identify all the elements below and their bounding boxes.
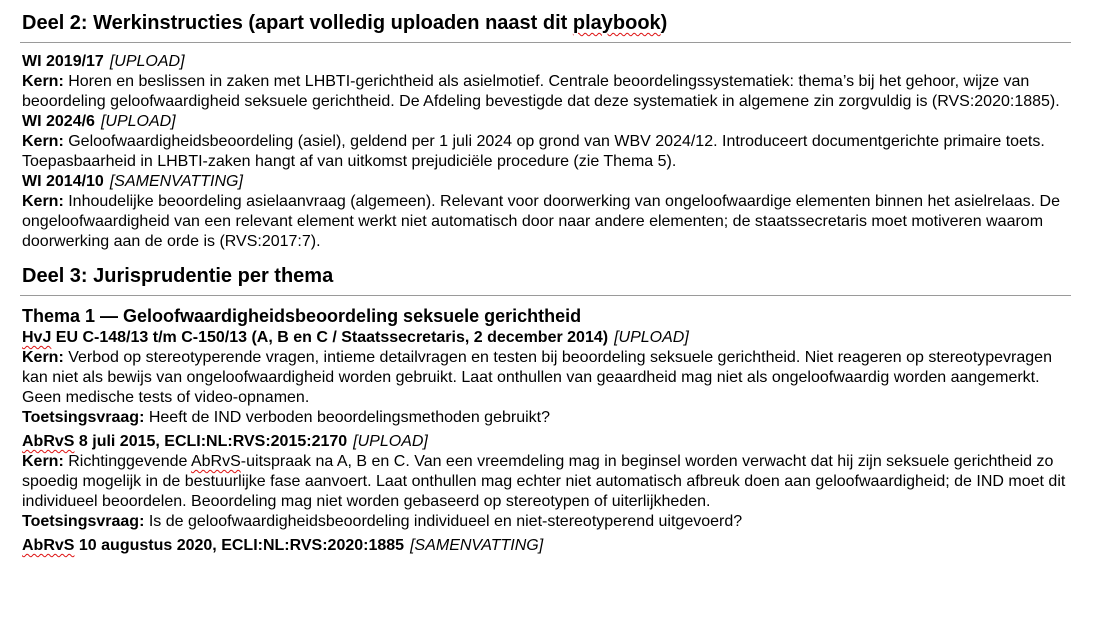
kern-text: Verbod op stereotyperende vragen, intieme detailvragen en testen bij beoordeling seksuele gerichtheid. Niet reageren op stereotypevragen kan niet als bewijs van ongeloofwaardigheid worden gebruikt. Laat onthullen van geaardheid mag niet als ongeloofwaardig worden aangemerkt. Geen medische tests of video-opnamen. bbox=[22, 349, 1052, 406]
case-title-text: 8 juli 2015, ECLI:NL:RVS:2015:2170 bbox=[74, 433, 348, 450]
kern-text: Horen en beslissen in zaken met LHBTI-gerichtheid als asielmotief. Centrale beoordelingssystematiek: thema’s bij het gehoor, wijze van beoordeling geloofwaardigheid seksuele gerichtheid. De Afdeling bevestigde dat deze systematiek in algemene zin zorgvuldig is (RVS:2020:1885). bbox=[22, 73, 1060, 110]
section-divider bbox=[20, 295, 1071, 296]
question-text: Heeft de IND verboden beoordelingsmethoden gebruikt? bbox=[144, 409, 550, 426]
case-kern bbox=[22, 348, 1077, 408]
case-entry bbox=[22, 328, 1113, 428]
spellcheck-word[interactable]: AbRvS bbox=[22, 433, 75, 450]
case-tag: [UPLOAD] bbox=[614, 329, 689, 346]
question-text: Is de geloofwaardigheidsbeoordeling individueel en niet-stereotyperend uitgevoerd? bbox=[144, 513, 743, 530]
kern-label: Kern: bbox=[22, 349, 64, 366]
work-instruction-entry bbox=[22, 112, 1113, 172]
entry-kern bbox=[22, 192, 1077, 252]
kern-text: Inhoudelijke beoordeling asielaanvraag (algemeen). Relevant voor doorwerking van ongeloofwaardige elementen binnen het asielrelaas. De ongeloofwaardigheid van een relevant element werkt niet automatisch door naar andere elementen; de staatssecretaris moet motiveren waarom doorwerking aan de orde is (RVS:2017:7). bbox=[22, 193, 1060, 250]
case-tag: [SAMENVATTING] bbox=[410, 537, 544, 554]
kern-label: Kern: bbox=[22, 453, 64, 470]
kern-label: Kern: bbox=[22, 133, 64, 150]
case-question bbox=[22, 512, 1077, 532]
case-entry bbox=[22, 536, 1113, 556]
case-tag: [UPLOAD] bbox=[353, 433, 428, 450]
entry-kern bbox=[22, 72, 1077, 112]
kern-text: Richtinggevende bbox=[63, 453, 191, 470]
case-kern bbox=[22, 452, 1077, 512]
entry-title bbox=[22, 112, 1113, 132]
entry-title-text: WI 2024/6 bbox=[22, 113, 95, 130]
part2-heading-end: ) bbox=[660, 12, 668, 34]
question-label: Toetsingsvraag: bbox=[22, 513, 145, 530]
part2-heading-text: Deel 2: Werkinstructies (apart volledig uploaden naast dit bbox=[22, 12, 573, 34]
spellcheck-word[interactable]: AbRvS bbox=[190, 453, 241, 470]
kern-label: Kern: bbox=[22, 73, 64, 90]
entry-kern bbox=[22, 132, 1077, 172]
part3-heading: Deel 3: Jurisprudentie per thema bbox=[22, 265, 334, 287]
kern-text: Geloofwaardigheidsbeoordeling (asiel), geldend per 1 juli 2024 op grond van WBV 2024/12. Introduceert documentgerichte primaire toets. Toepasbaarheid in LHBTI-zaken hangt af van uitkomst prejudiciële procedure (zie Thema 5). bbox=[22, 133, 1045, 170]
entry-title bbox=[22, 172, 1113, 192]
spellcheck-word[interactable]: HvJ bbox=[22, 329, 52, 346]
entry-tag: [SAMENVATTING] bbox=[109, 173, 243, 190]
case-title bbox=[22, 536, 1113, 556]
entry-tag: [UPLOAD] bbox=[100, 113, 176, 130]
entry-title-text: WI 2014/10 bbox=[22, 173, 104, 190]
spellcheck-word[interactable]: playbook bbox=[572, 12, 661, 34]
question-label: Toetsingsvraag: bbox=[22, 409, 145, 426]
kern-text: -uitspraak na A, B en C. Van een vreemdeling mag in beginsel worden verwacht dat hij zijn seksuele gerichtheid zo spoedig mogelijk in de bestuurlijke fase aanvoert. Laat onthullen mag echter niet automatisch afbreuk doen aan geloofwaardigheid; de IND moet dit individueel beoordelen. Beoordeling mag niet worden gebaseerd op stereotypen of uiterlijkheden. bbox=[22, 453, 1066, 510]
case-title-text: EU C-148/13 t/m C-150/13 (A, B en C / Staatssecretaris, 2 december 2014) bbox=[51, 329, 609, 346]
case-title-text: 10 augustus 2020, ECLI:NL:RVS:2020:1885 bbox=[74, 537, 405, 554]
case-title bbox=[22, 328, 1113, 348]
theme-heading: Thema 1 — Geloofwaardigheidsbeoordeling seksuele gerichtheid bbox=[22, 306, 582, 326]
entry-tag: [UPLOAD] bbox=[109, 53, 185, 70]
work-instruction-entry bbox=[22, 52, 1113, 112]
part2-heading bbox=[22, 0, 1113, 36]
case-question bbox=[22, 408, 1077, 428]
case-title bbox=[22, 432, 1113, 452]
case-entry bbox=[22, 432, 1113, 532]
entry-title bbox=[22, 52, 1113, 72]
kern-label: Kern: bbox=[22, 193, 64, 210]
entry-title-text: WI 2019/17 bbox=[22, 53, 104, 70]
section-divider bbox=[20, 42, 1071, 43]
spellcheck-word[interactable]: AbRvS bbox=[22, 537, 75, 554]
work-instruction-entry bbox=[22, 172, 1113, 252]
